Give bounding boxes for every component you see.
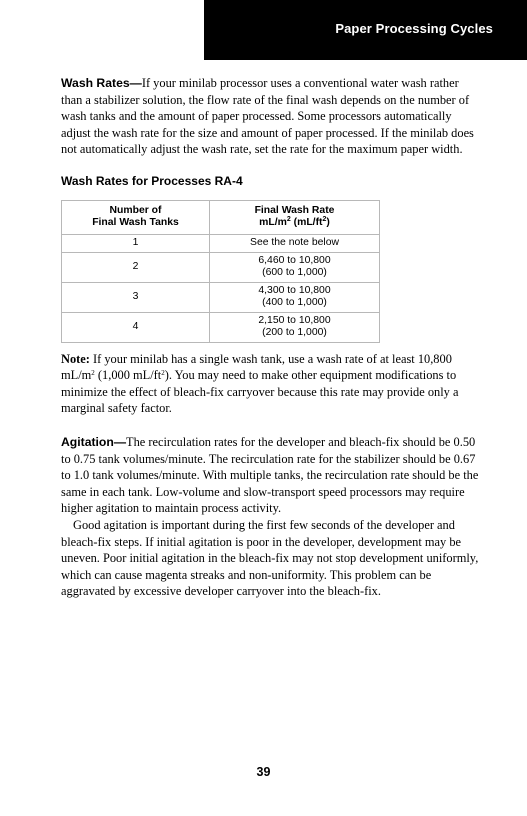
- rate-cell: 4,300 to 10,800 (400 to 1,000): [210, 282, 380, 312]
- table-row: [62, 312, 380, 342]
- rate-cell: See the note below: [210, 234, 380, 252]
- agitation-run-in-heading: Agitation—: [61, 434, 126, 449]
- wash-rates-table: [61, 200, 380, 343]
- column-header-tanks: Number of Final Wash Tanks: [62, 200, 210, 234]
- wash-rates-run-in-heading: Wash Rates—: [61, 76, 142, 90]
- tanks-cell: 3: [62, 282, 210, 312]
- column-header-rate: Final Wash Rate $mL/m^2$ $(mL/ft^2)$: [210, 200, 380, 234]
- page-header-title: Paper Processing Cycles: [335, 21, 493, 36]
- rate-cell: 6,460 to 10,800 (600 to 1,000): [210, 252, 380, 282]
- table-row: [62, 282, 380, 312]
- note-paragraph: Note: If your minilab has a single wash tank, use a wash rate of at least 10,800 $mL/m^2$ (1,000 $mL/ft^2$). You may need to make other equipment modifications to minimize the effect of bleach-fix carryover because this rate may provide only a marginal safety factor.: [61, 351, 459, 416]
- tanks-cell: 1: [62, 234, 210, 252]
- header-bar: [204, 0, 527, 60]
- rate-cell: 2,150 to 10,800 (200 to 1,000): [210, 312, 380, 342]
- tanks-cell: 2: [62, 252, 210, 282]
- agitation-text: The recirculation rates for the developer and bleach-fix should be 0.50 to 0.75 tank volumes/minute. The recirculation rate for the stabilizer should be 0.67 to 1.0 tank volumes/minute. With multiple tanks, the recirculation rate should be the same in each tank. Low-volume and slow-transport speed processors may require higher agitation to maintain process activity.: [61, 434, 479, 516]
- wash-rates-paragraph: [61, 75, 479, 158]
- table-header-row: [62, 200, 380, 234]
- wash-rates-text: If your minilab processor uses a conventional water wash rather than a stabilizer solution, the flow rate of the final wash depends on the number of wash tanks and the amount of paper processed. Some processors automatically adjust the wash rate for the size and amount of paper processed. If the minilab does not automatically adjust the wash rate, set the rate for the maximum paper width.: [61, 76, 474, 157]
- table-row: [62, 234, 380, 252]
- table-heading: Wash Rates for Processes RA-4: [61, 173, 243, 188]
- page-number: 39: [256, 765, 271, 779]
- table-row: [62, 252, 380, 282]
- tanks-cell: 4: [62, 312, 210, 342]
- agitation-paragraph: [61, 434, 479, 517]
- note-label: Note:: [61, 351, 90, 366]
- page-body: [61, 75, 479, 600]
- agitation-paragraph-2: Good agitation is important during the first few seconds of the developer and bleach-fix steps. If initial agitation is poor in the developer, development may be uneven. Poor initial agitation in the bleach-fix may not stop development uniformly, which can cause magenta streaks and non-uniformity. This problem can be aggravated by excessive developer carryover into the bleach-fix.: [61, 517, 479, 599]
